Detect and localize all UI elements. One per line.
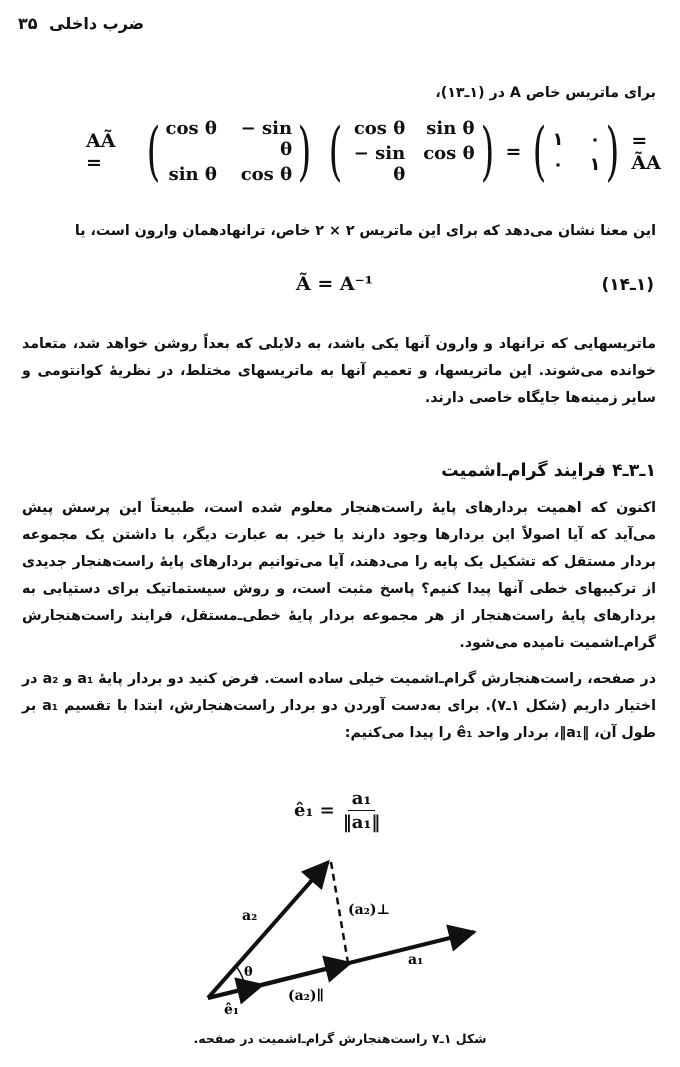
m3-cell: ۰ [589, 128, 601, 150]
header-title: ضرب داخلی [49, 14, 145, 33]
gram-schmidt-figure [198, 850, 488, 1015]
m2-cell: − sin θ [353, 143, 406, 185]
fraction-denominator: ‖a₁‖ [342, 812, 381, 833]
label-e1: ê₁ [224, 1002, 240, 1015]
equation-1 [86, 114, 680, 189]
identity-matrix: ( ۱ ۰ ۰ ۱ ) [533, 114, 620, 189]
fraction [343, 788, 381, 833]
eq1-equals: = [505, 140, 522, 163]
m1-cell: cos θ [240, 164, 293, 185]
m3-cell: ۱ [589, 153, 601, 175]
label-a2-perp: (a₂)⊥ [348, 902, 390, 918]
m1-cell: cos θ [165, 118, 217, 139]
equation-2-number: (۱ـ۱۴) [601, 275, 654, 295]
m2-cell: sin θ [426, 118, 475, 139]
m2-cell: cos θ [423, 143, 475, 164]
paragraph-2: ماتریسهایی که ترانهاد و وارون آنها یکی باشد، به دلایلی که بعداً روشن خواهد شد، متعامد خوانده می‌شوند. این ماتریسها، و تعمیم آنها به ماتریسهای مختلط، در نظریهٔ کوانتومی و سایر زمینه‌ها جایگاه خاصی دارند. [22, 336, 656, 406]
label-a2: a₂ [242, 908, 258, 924]
equation-2: Ã = A⁻¹ [296, 273, 373, 295]
paragraph-1: این معنا نشان می‌دهد که برای این ماتریس ۲ × ۲ خاص، ترانهادهمان وارون است، یا [74, 223, 656, 239]
eq1-left: AÃ = [86, 129, 116, 174]
eq1-right: = ÃA [631, 129, 661, 174]
matrix-2: ( cos θ sin θ − sin θ cos θ ) [328, 114, 494, 189]
page-number: ۳۵ [18, 14, 38, 33]
m2-cell: cos θ [353, 118, 406, 139]
page-header [18, 14, 144, 33]
label-a2-parallel: (a₂)∥ [288, 988, 324, 1004]
fraction-numerator: a₁ [348, 788, 376, 811]
m3-cell: ۰ [552, 153, 564, 175]
m3-cell: ۱ [552, 128, 564, 150]
label-a1: a₁ [408, 952, 424, 968]
matrix-1: ( cos θ − sin θ sin θ cos θ ) [146, 114, 312, 189]
paragraph-4: در صفحه، راست‌هنجارش گرام‌ـ‌اشمیت خیلی ساده است. فرض کنید دو بردار پایهٔ a₁ و a₂ در اختیار داریم (شکل ۱ـ۷). برای به‌دست آوردن دو بردار راست‌هنجارش، ابتدا با تقسیم a₁ بر طول آن، ‖a₁‖، بردار واحد ê₁ را پیدا می‌کنیم: [22, 671, 656, 741]
eq3-lhs: ê₁ = [294, 800, 335, 821]
a2-parallel-vector [262, 963, 350, 985]
paragraph-3: اکنون که اهمیت بردارهای پایهٔ راست‌هنجار معلوم شده است، طبیعتاً این پرسش پیش می‌آید که آیا اصولاً این بردارها وجود دارند یا خیر. به عبارت دیگر، با داشتن یک مجموعه بردار مستقل که تشکیل یک پایه را می‌دهند، آیا می‌توانیم بردارهای پایهٔ راست‌هنجار جدیدی از ترکیبهای خطی آنها پیدا کنیم؟ پاسخ مثبت است، و روش سیستماتیک برای دستیابی به بردارهای پایهٔ راست‌هنجار از هر مجموعه بردار پایهٔ خطی‌ـ‌مستقل، فرایند راست‌هنجارش گرام‌ـ‌اشمیت نامیده می‌شود. [22, 500, 656, 651]
label-theta: θ [244, 965, 253, 980]
m1-cell: sin θ [168, 164, 217, 185]
section-title: ۱ـ۳ـ۴ فرایند گرام‌ـ‌اشمیت [441, 461, 656, 481]
figure-caption: شکل ۱ـ۷ راست‌هنجارش گرام‌ـ‌اشمیت در صفحه. [193, 1031, 487, 1046]
m1-cell: − sin θ [240, 118, 293, 160]
a2-vector [208, 862, 328, 998]
equation-3 [294, 788, 380, 833]
a2-perp-dashed [331, 862, 348, 963]
intro-line: برای ماتریس خاص A در (۱ـ۱۳)، [435, 85, 656, 101]
